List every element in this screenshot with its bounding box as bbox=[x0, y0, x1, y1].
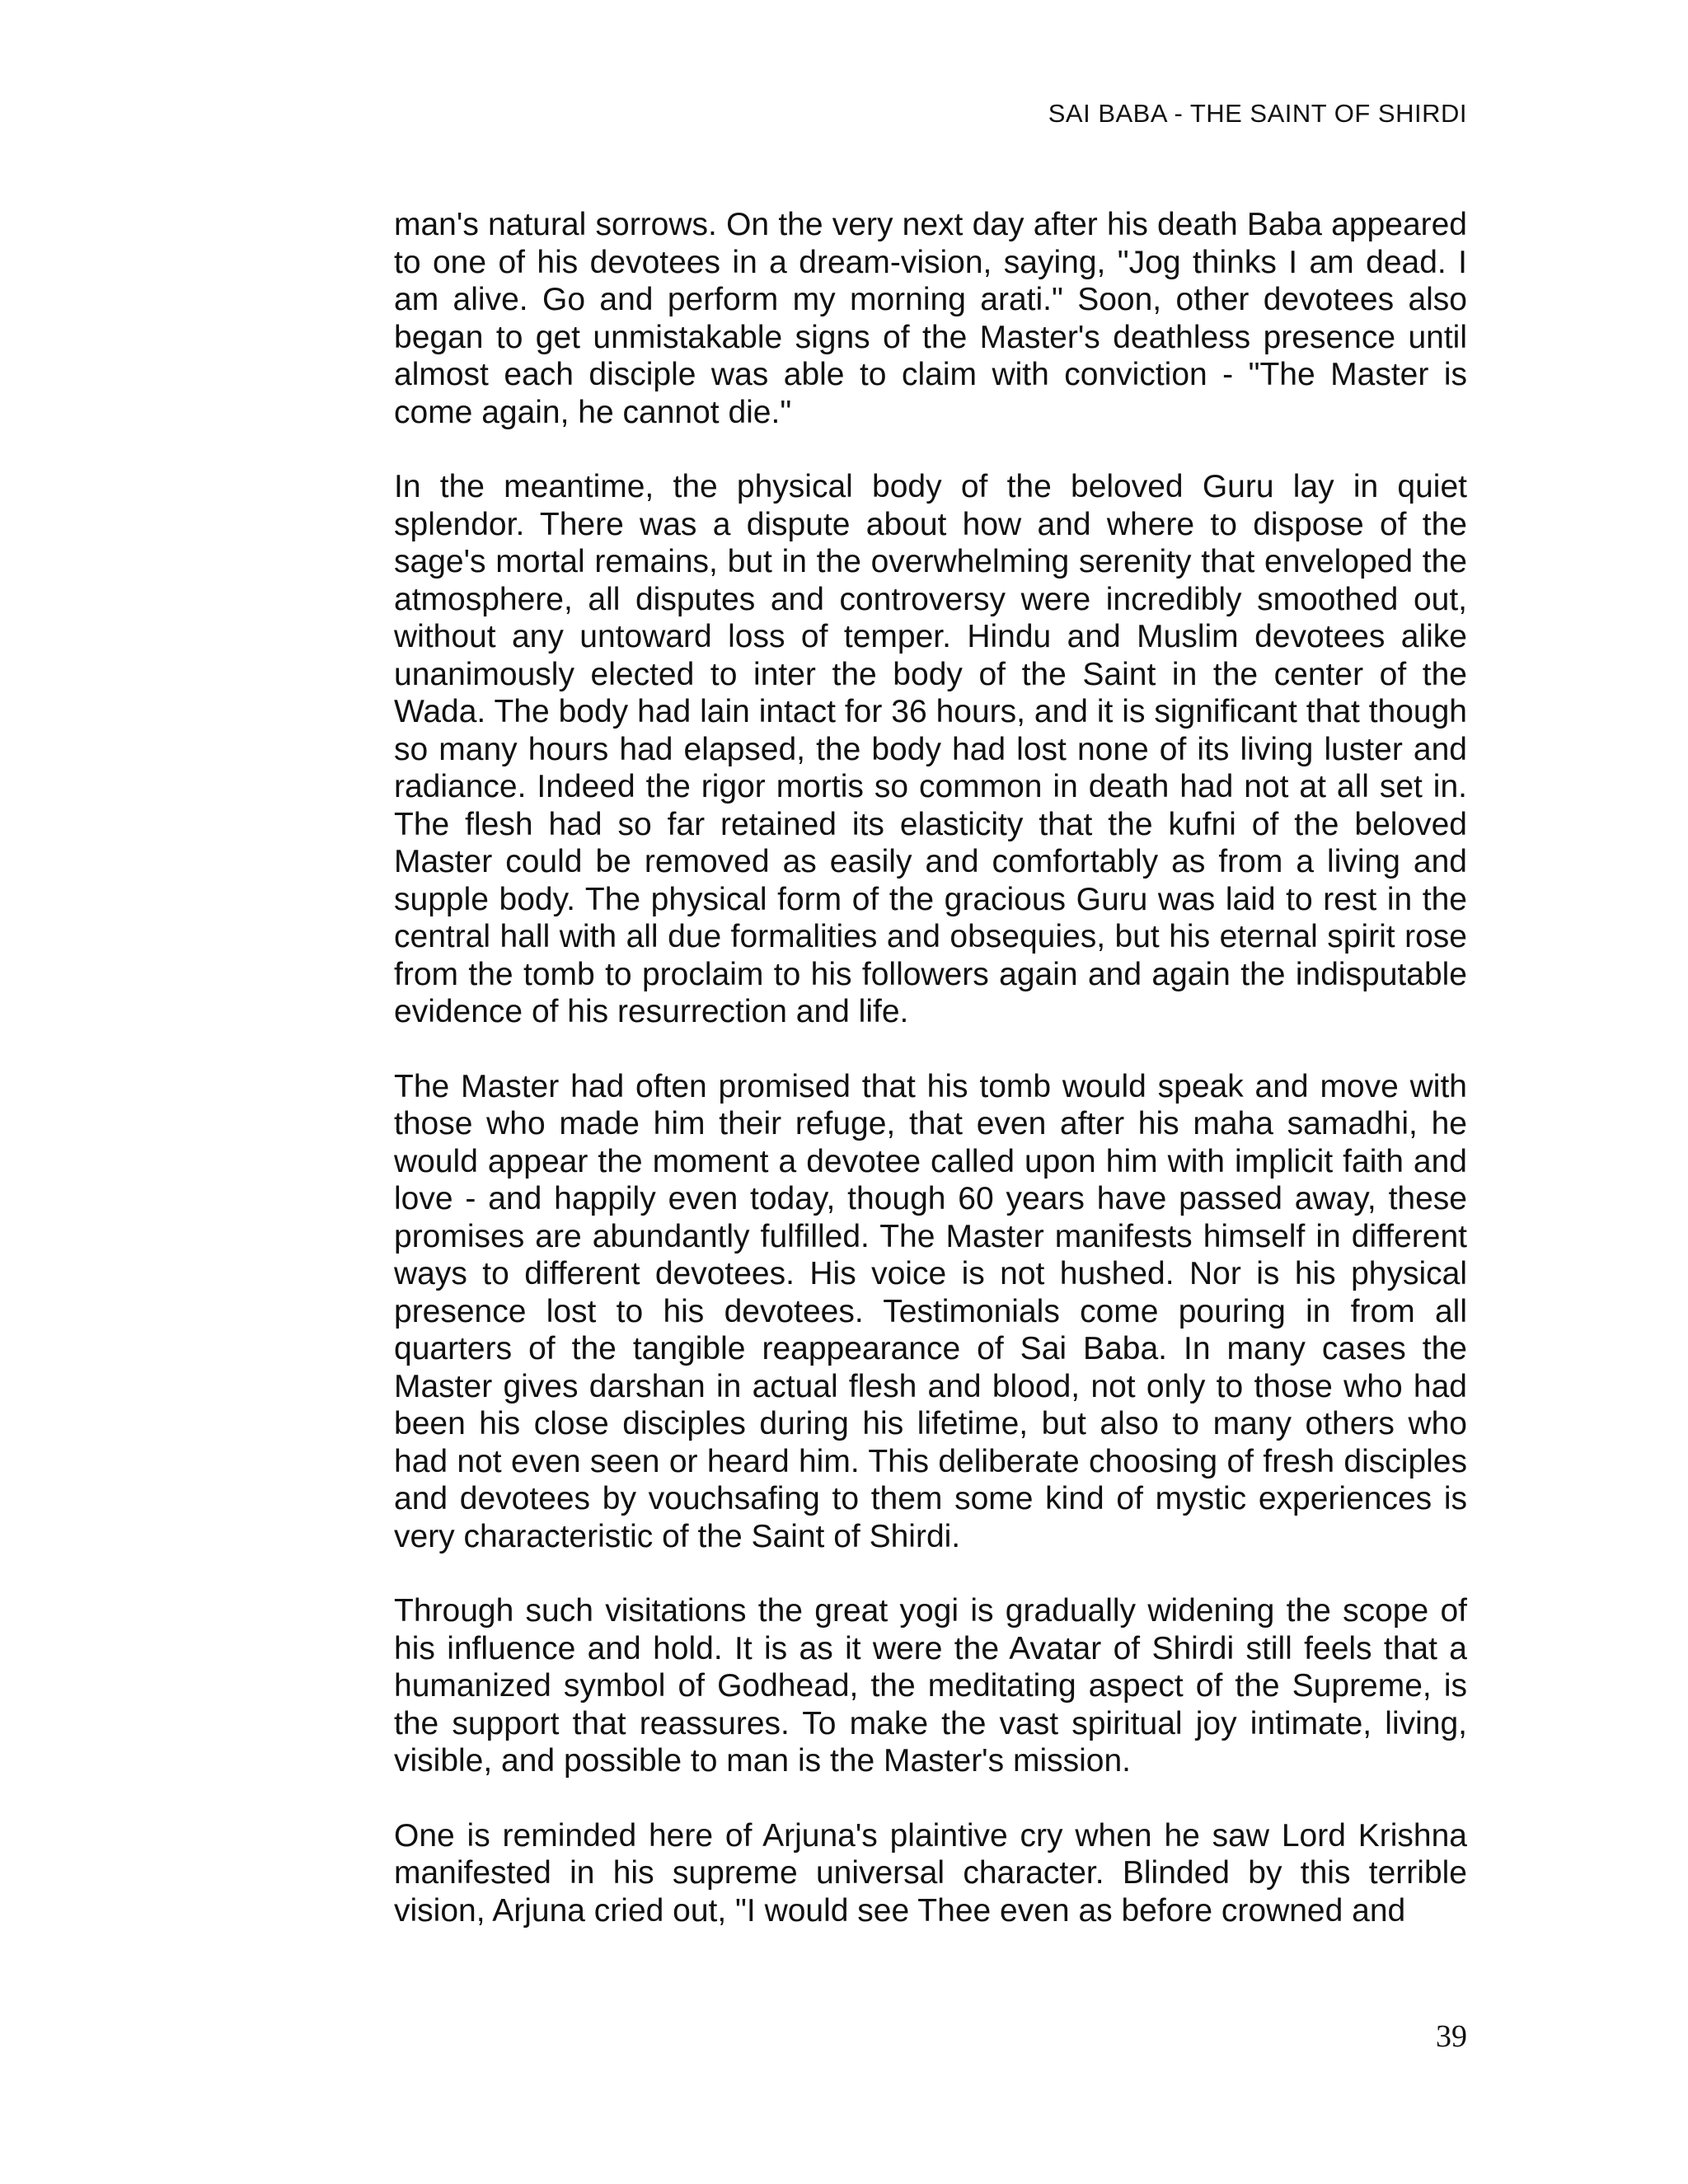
paragraph-2: In the meantime, the physical body of the beloved Guru lay in quiet splendor. There was a dispute about how and where to dispose of the sage's mortal remains, but in the overwhelming serenity that enveloped the atmosphere, all disputes and controversy were incredibly smoothed out, without any untoward loss of temper. Hindu and Muslim devotees alike unanimously elected to inter the body of the Saint in the center of the Wada. The body had lain intact for 36 hours, and it is significant that though so many hours had elapsed, the body had lost none of its living luster and radiance. Indeed the rigor mortis so common in death had not at all set in. The flesh had so far retained its elasticity that the kufni of the beloved Master could be removed as easily and comfortably as from a living and supple body. The physical form of the gracious Guru was laid to rest in the central hall with all due formalities and obsequies, but his eternal spirit rose from the tomb to proclaim to his followers again and again the indisputable evidence of his resurrection and life. bbox=[394, 469, 1467, 1029]
paragraph-3: The Master had often promised that his tomb would speak and move with those who made him their refuge, that even after his maha samadhi, he would appear the moment a devotee called upon him with implicit faith and love - and happily even today, though 60 years have passed away, these promises are abundantly fulfilled. The Master manifests himself in different ways to different devotees. His voice is not hushed. Nor is his physical presence lost to his devotees. Testimonials come pouring in from all quarters of the tangible reappearance of Sai Baba. In many cases the Master gives darshan in actual flesh and blood, not only to those who had been his close disciples during his lifetime, but also to many others who had not even seen or heard him. This deliberate choosing of fresh disciples and devotees by vouchsafing to them some kind of mystic experiences is very characteristic of the Saint of Shirdi. bbox=[394, 1068, 1467, 1554]
paragraph-4: Through such visitations the great yogi is gradually widening the scope of his influence and hold. It is as it were the Avatar of Shirdi still feels that a humanized symbol of Godhead, the meditating aspect of the Supreme, is the support that reassures. To make the vast spiritual joy intimate, living, visible, and possible to man is the Master's mission. bbox=[394, 1593, 1467, 1779]
page-number: 39 bbox=[1436, 2019, 1467, 2054]
paragraph-5: One is reminded here of Arjuna's plaintive cry when he saw Lord Krishna manifested in his supreme universal character. Blinded by this terrible vision, Arjuna cried out, "I would see Thee even as before crowned and bbox=[394, 1817, 1467, 1929]
running-header: SAI BABA - THE SAINT OF SHIRDI bbox=[1048, 99, 1467, 128]
paragraph-1: man's natural sorrows. On the very next day after his death Baba appeared to one of his devotees in a dream-vision, saying, "Jog thinks I am dead. I am alive. Go and perform my morning arati." Soon, other devotees also began to get unmistakable signs of the Master's deathless presence until almost each disciple was able to claim with conviction - "The Master is come again, he cannot die." bbox=[394, 207, 1467, 430]
page-body bbox=[394, 206, 1467, 1929]
